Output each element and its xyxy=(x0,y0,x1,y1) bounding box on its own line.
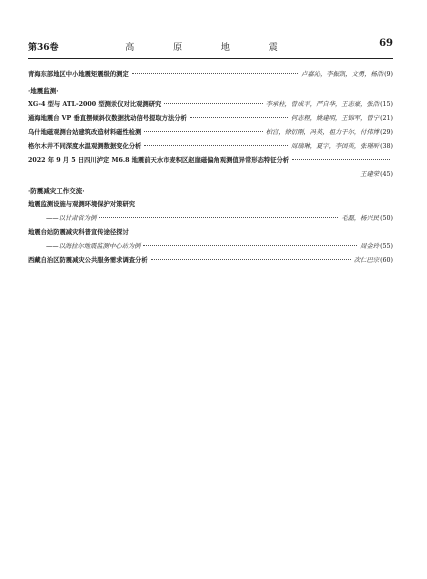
dot-leader xyxy=(143,245,357,246)
toc-entry[interactable] xyxy=(28,198,393,226)
toc-entry[interactable] xyxy=(28,226,393,254)
dot-leader xyxy=(132,73,298,74)
entry-title: 2022 年 9 月 5 日四川泸定 M6.8 地震前天水市麦积区赵崖磁偏角观测值异常形态特征分析 xyxy=(28,157,290,164)
entry-authors: 毛磊，杨兴民 xyxy=(341,215,380,222)
entry-title: 地震监测设施与观测环境保护对策研究 xyxy=(28,201,136,208)
entry-authors: 何志程，姚建明，王锦军，曾宁 xyxy=(290,115,380,122)
volume-number: 第36卷 xyxy=(28,43,59,53)
section-heading-disaster-reduction: ·防震减灾工作交流· xyxy=(28,187,85,195)
toc-entry[interactable] xyxy=(28,154,393,182)
dot-leader xyxy=(292,159,390,160)
entry-authors: 卢嘉沁，李振凯，文勇，杨浩 xyxy=(301,71,384,78)
entry-title: 西藏自治区防震减灾公共服务需求调查分析 xyxy=(28,257,148,264)
section-heading-monitoring: ·地震监测· xyxy=(28,87,59,95)
toc-entry[interactable] xyxy=(28,98,393,112)
entry-page: (29) xyxy=(380,129,393,136)
entry-authors: 王建荣 xyxy=(360,171,380,178)
entry-title: XG-4 型与 ATL-2000 型测汞仪对比观测研究 xyxy=(28,101,162,108)
entry-page: (21) xyxy=(380,115,393,122)
entry-page: (55) xyxy=(380,243,393,250)
toc-entry[interactable] xyxy=(28,140,393,154)
entry-subtitle: ——以甘肃省为例 xyxy=(46,215,97,222)
entry-page: (9) xyxy=(384,71,393,78)
toc-entry[interactable] xyxy=(28,112,393,126)
toc-entry[interactable] xyxy=(28,68,393,82)
dot-leader xyxy=(151,259,351,260)
dot-leader-spacer xyxy=(351,166,357,180)
entry-page: (60) xyxy=(380,257,393,264)
table-of-contents xyxy=(28,68,393,268)
page-number: 69 xyxy=(379,38,393,49)
entry-title: 乌什地磁观测台站建筑改造材料磁性检测 xyxy=(28,129,142,136)
running-header xyxy=(28,36,393,59)
entry-title: 通海地震台 VP 垂直摆倾斜仪数据扰动信号提取方法分析 xyxy=(28,115,187,122)
toc-entry[interactable] xyxy=(28,126,393,140)
entry-title: 青海东部地区中小地震矩震级的测定 xyxy=(28,71,129,78)
journal-name: 高 原 地 震 xyxy=(125,43,296,53)
dot-leader xyxy=(99,217,338,218)
dot-leader xyxy=(144,131,262,132)
entry-page: (45) xyxy=(380,171,393,178)
entry-authors: 柏宫，徐衍刚，冯英，祖力于尔，付伟博 xyxy=(265,129,380,136)
toc-entry[interactable] xyxy=(28,254,393,268)
entry-authors: 周金玲 xyxy=(360,243,380,250)
entry-authors: 次仁巴宗 xyxy=(353,257,380,264)
entry-page: (50) xyxy=(380,215,393,222)
dot-leader xyxy=(190,117,288,118)
entry-authors: 周瑞琳，夏宇，李国英，张瑾昕 xyxy=(290,143,380,150)
entry-page: (15) xyxy=(380,101,393,108)
entry-title: 地震台站防震减灾科普宣传途径探讨 xyxy=(28,229,129,236)
entry-title: 格尔木井不同深度水温观测数据变化分析 xyxy=(28,143,142,150)
entry-subtitle: ——以海拉尔地震监测中心站为例 xyxy=(46,243,141,250)
dot-leader xyxy=(164,103,262,104)
entry-authors: 李承柱，曾成平，严自华，王志豪，张浩 xyxy=(265,101,380,108)
dot-leader xyxy=(144,145,288,146)
entry-page: (38) xyxy=(380,143,393,150)
